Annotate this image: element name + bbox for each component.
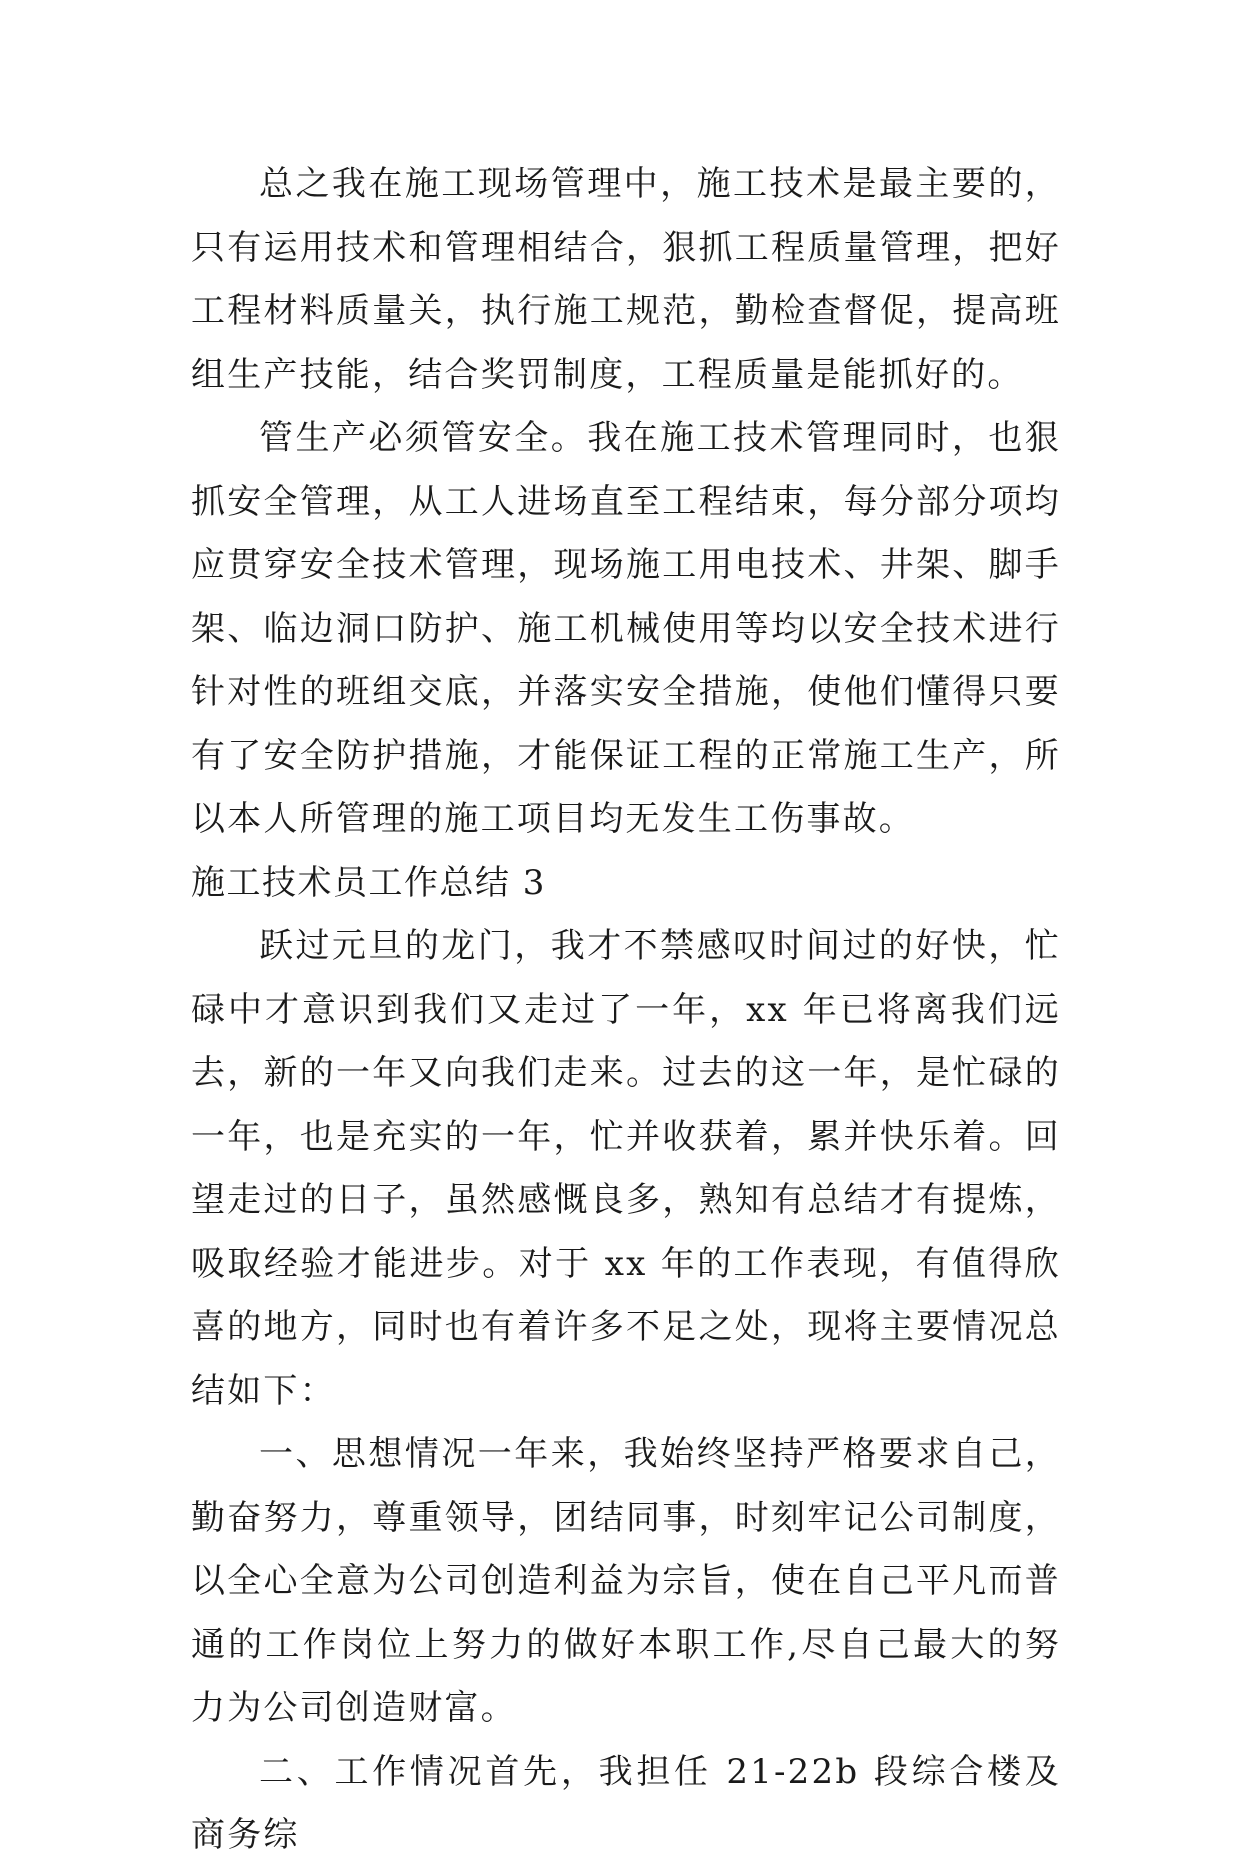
paragraph-summary: 总之我在施工现场管理中，施工技术是最主要的，只有运用技术和管理相结合，狠抓工程质量管理，把好工程材料质量关，执行施工规范，勤检查督促，提高班组生产技能，结合奖罚制度，工程质量是能抓好的。 (191, 164, 1061, 395)
section-title: 施工技术员工作总结 3 (191, 862, 546, 903)
paragraph-intro: 跃过元旦的龙门，我才不禁感叹时间过的好快，忙碌中才意识到我们又走过了一年，xx 年已将离我们远去，新的一年又向我们走来。过去的这一年，是忙碌的一年，也是充实的一年，忙并收获着，累并快乐着。回望走过的日子，虽然感慨良多，熟知有总结才有提炼，吸取经验才能进步。对于 xx 年的工作表现，有值得欣喜的地方，同时也有着许多不足之处，现将主要情况总结如下： (191, 926, 1061, 1411)
paragraph-thought: 一、思想情况一年来，我始终坚持严格要求自己，勤奋努力，尊重领导，团结同事，时刻牢记公司制度，以全心全意为公司创造利益为宗旨，使在自己平凡而普通的工作岗位上努力的做好本职工作,尽自己最大的努力为公司创造财富。 (191, 1434, 1061, 1728)
paragraph-work: 二、工作情况首先，我担任 21-22b 段综合楼及商务综 (191, 1751, 1061, 1855)
document-body (191, 153, 1061, 1868)
paragraph-safety: 管生产必须管安全。我在施工技术管理同时，也狠抓安全管理，从工人进场直至工程结束，每分部分项均应贯穿安全技术管理，现场施工用电技术、井架、脚手架、临边洞口防护、施工机械使用等均以安全技术进行针对性的班组交底，并落实安全措施，使他们懂得只要有了安全防护措施，才能保证工程的正常施工生产，所以本人所管理的施工项目均无发生工伤事故。 (191, 418, 1061, 839)
